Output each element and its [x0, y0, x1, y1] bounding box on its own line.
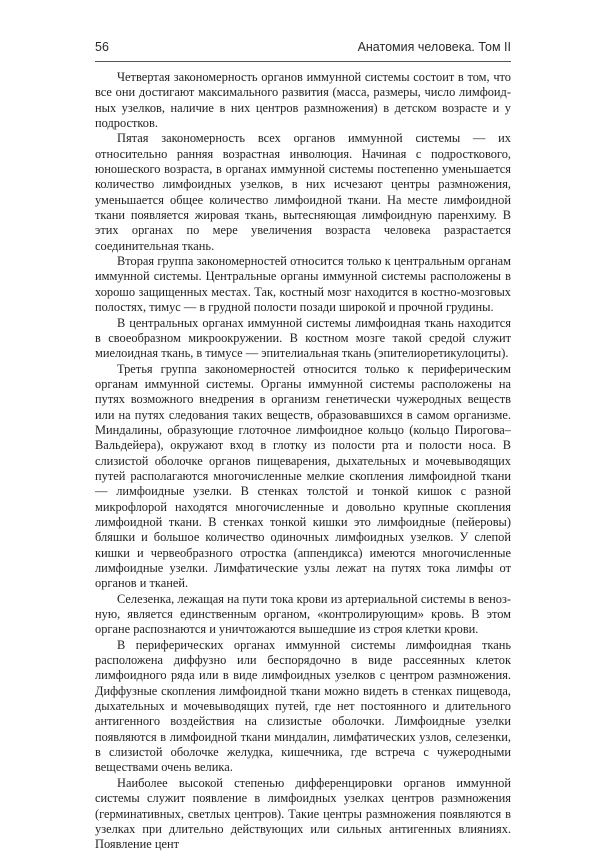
paragraph: Пятая закономерность всех органов иммунной системы — их относительно ранняя возрастная инволюция. Начиная с подросткового, юношеского возраста, в органах иммунной системы постепенно уменьшается количество лимфоидных узелков, в них исчезают центры размножения, уменьшается общее количество лимфоидной ткани. На месте лимфоидной ткани появляется жировая ткань, вытесняющая лимфоидную паренхиму. В этих органах по мере увеличения возраста человека разрастается соединительная ткань. — [95, 131, 511, 253]
page-number: 56 — [95, 40, 109, 54]
body-text — [95, 70, 511, 853]
paragraph: В периферических органах иммунной системы лимфоидная ткань расположена диффузно или беспорядочно в виде рассеянных клеток лимфоидного ряда или в виде лимфоидных узелков с центром размножения. Диффузные скопления лимфоидной ткани можно видеть в стенках пищевода, дыхательных и мочевыводящих путей, где нет постоянного и длительного антигенного воздействия на слизистые оболочки. Лимфоидные узелки появляются в лимфоидной ткани миндалин, лимфатических узлов, селезенки, в слизистой оболочке желудка, кишечника, где встреча с чужеродными веществами очень велика. — [95, 637, 511, 775]
paragraph: Вторая группа закономерностей относится только к центральным органам иммунной системы. Центральные органы иммунной системы расположены в хорошо защищенных местах. Так, костный мозг находится в костно-мозговых полостях, тимус — в грудной полости позади широкой и прочной грудины. — [95, 254, 511, 315]
paragraph: Наиболее высокой степенью дифференцировки органов иммунной системы служит появление в лимфоидных узелках центров размножения (герминативных, светлых центров). Такие центры размножения появляются в узелках при длительно действующих или сильных антигенных влияниях. Появление цент — [95, 775, 511, 852]
paragraph: Третья группа закономерностей относится только к периферическим органам иммунной системы. Органы иммунной системы расположены на путях возможного внедрения в организм генетически чужеродных веществ или на путях следования таких веществ, образовавшихся в самом организме. Миндалины, образующие глоточное лимфоидное кольцо (кольцо Пирогова–Вальдейера), окружают вход в глотку из полости рта и полости носа. В слизистой оболочке органов пищеварения, дыхательных и мочевыводящих путей располагаются многочисленные мелкие скопления лимфоидной ткани — лимфоидные узелки. В стенках толстой и тонкой кишок с разной микрофлорой находятся многочисленные и довольно крупные скопления лимфоидной ткани. В стенках тонкой кишки это лимфоидные (пейеровы) бляшки и большое количество одиночных лимфоидных узелков. У слепой кишки и червеобразного отростка (аппендикса) имеются многочисленные лимфоидные узелки. Лимфатические узлы лежат на путях тока лимфы от органов и тканей. — [95, 361, 511, 591]
header-rule — [95, 61, 511, 62]
paragraph: Селезенка, лежащая на пути тока крови из артериальной системы в венозную, является единственным органом, «контролирующим» кровь. В этом органе распознаются и уничтожаются вышедшие из строя клетки крови. — [95, 591, 511, 637]
running-header — [95, 40, 511, 60]
paragraph: Четвертая закономерность органов иммунной системы состоит в том, что все они достигают максимального развития (масса, размеры, число лимфоидных узелков, наличие в них центров размножения) в детском возрасте и у подростков. — [95, 70, 511, 131]
paragraph: В центральных органах иммунной системы лимфоидная ткань находится в своеобразном микроокружении. В костном мозге такой средой служит миелоидная ткань, в тимусе — эпителиальная ткань (эпителиоретикулоциты). — [95, 315, 511, 361]
running-title: Анатомия человека. Том II — [357, 40, 511, 54]
